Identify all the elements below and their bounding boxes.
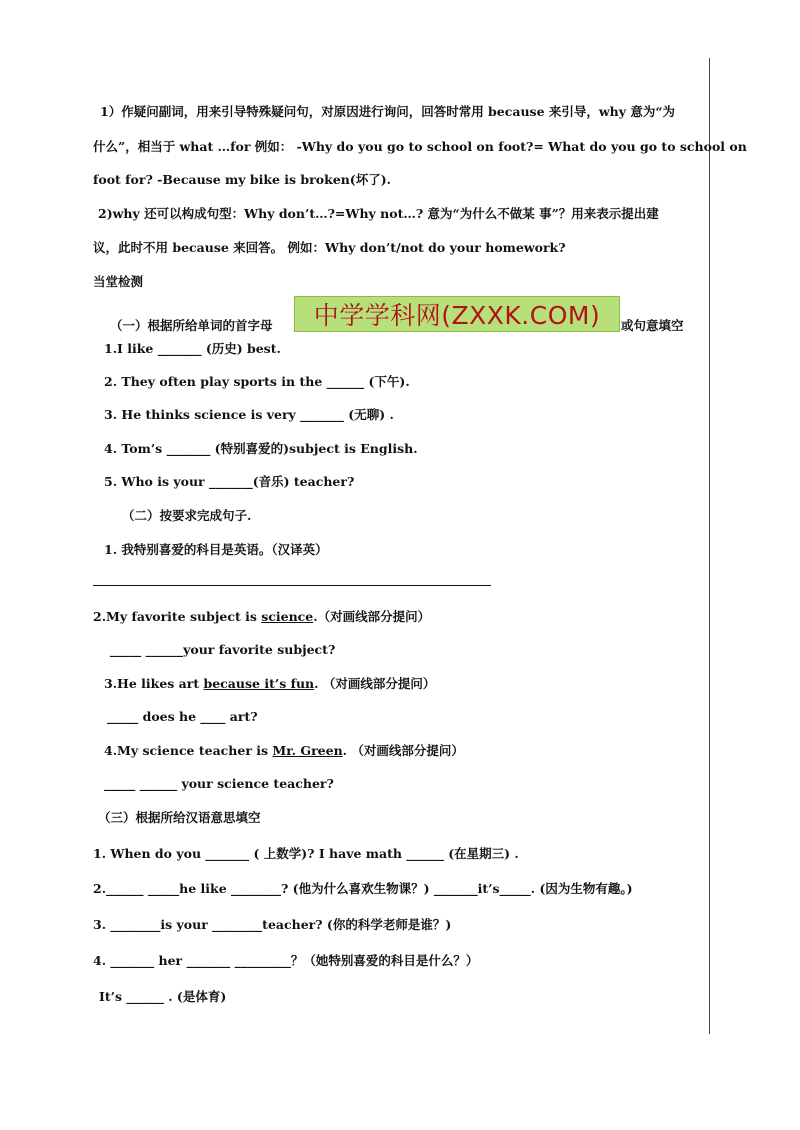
part1-heading-left: （一）根据所给单词的首字母	[110, 318, 273, 333]
paragraph1-line2: 什么”，相当于 what …for 例如： -Why do you go to school on foot?= What do you go to school on	[93, 139, 747, 154]
part2-heading: （二）按要求完成句子.	[122, 508, 252, 523]
paragraph2-line1: 2)why 还可以构成句型：Why don’t…?=Why not…? 意为“为什么不做某 事”？用来表示提出建	[98, 206, 659, 221]
watermark-banner	[294, 296, 620, 332]
part2-question-1: 1. 我特别喜爱的科目是英语。（汉译英）	[104, 542, 328, 557]
paragraph1-line1: 1）作疑问副词，用来引导特殊疑问句，对原因进行询问，回答时常用 because 来引导，why 意为“为	[100, 104, 676, 119]
part3-item-4: 4. _______ her _______ _________？（她特别喜爱的科目是什么？）	[93, 953, 479, 968]
part2-question-2: 2.My favorite subject is science.（对画线部分提问）	[93, 609, 431, 624]
page-border-line	[709, 58, 710, 1034]
part3-item-1: 1. When do you _______ ( 上数学)? I have math ______ (在星期三) .	[93, 846, 519, 861]
underlined-science: science	[261, 609, 314, 624]
part2-answer-3: _____ does he ____ art?	[107, 709, 258, 724]
part1-item-1: 1.I like _______ (历史) best.	[104, 341, 281, 356]
part2-answer-4: _____ ______ your science teacher?	[104, 776, 334, 791]
paragraph2-line2: 议，此时不用 because 来回答。 例如：Why don’t/not do your homework?	[93, 240, 566, 255]
paragraph1-line3: foot for? -Because my bike is broken(坏了).	[93, 172, 391, 187]
part2-question-4: 4.My science teacher is Mr. Green. （对画线部分提问）	[104, 743, 464, 758]
part2-answer-2: _____ ______your favorite subject?	[110, 642, 336, 657]
part1-item-5: 5. Who is your _______(音乐) teacher?	[104, 474, 355, 489]
underlined-teacher: Mr. Green	[272, 743, 343, 758]
part3-item-5: It’s ______ . (是体育)	[99, 989, 227, 1004]
section-title: 当堂检测	[93, 274, 144, 289]
part1-item-4: 4. Tom’s _______ (特别喜爱的)subject is English.	[104, 441, 418, 456]
watermark-text: 中学学科网(ZXXK.COM)	[313, 301, 601, 330]
part2-question-3: 3.He likes art because it’s fun. （对画线部分提问）	[104, 676, 436, 691]
underlined-reason: because it’s fun	[203, 676, 315, 691]
part3-heading: （三）根据所给汉语意思填空	[98, 810, 261, 825]
part1-item-2: 2. They often play sports in the ______ (下午).	[104, 374, 410, 389]
answer-line	[93, 585, 491, 586]
part1-heading-right: 或句意填空	[621, 318, 684, 333]
part3-item-3: 3. ________is your ________teacher? (你的科学老师是谁？)	[93, 917, 452, 932]
part1-item-3: 3. He thinks science is very _______ (无聊) .	[104, 407, 394, 422]
part3-item-2: 2.______ _____he like ________? (他为什么喜欢生物课？) _______it’s_____. (因为生物有趣。)	[93, 881, 633, 896]
